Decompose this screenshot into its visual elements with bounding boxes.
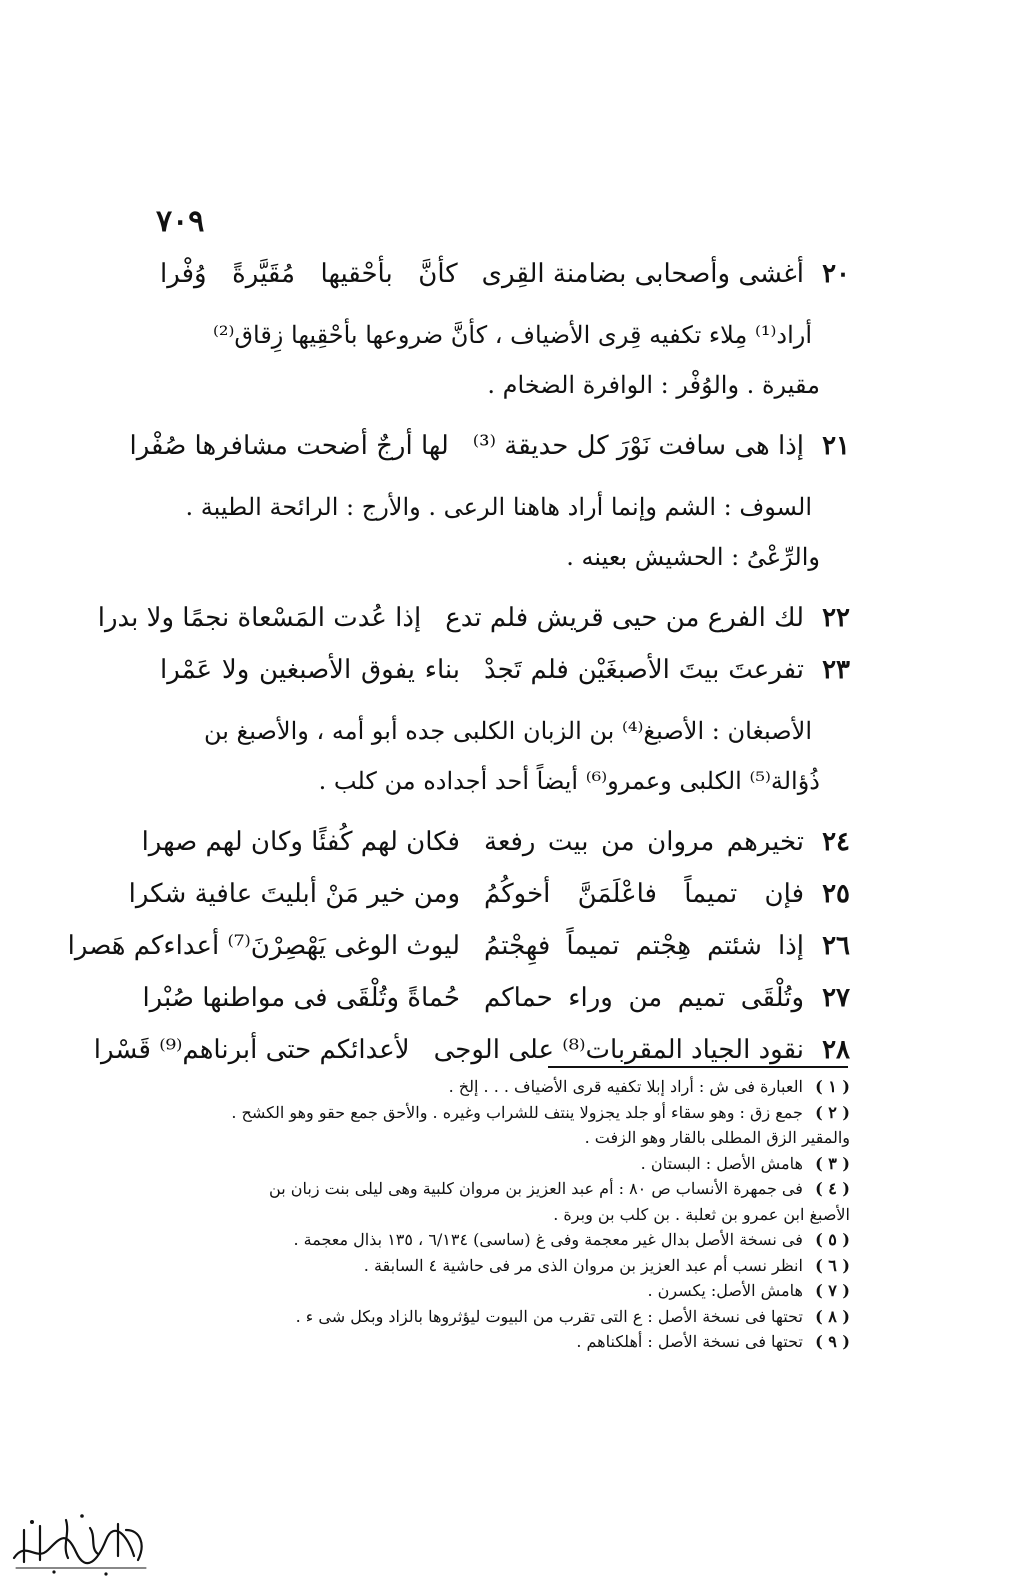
footnote-text: جمع زق : وهو سقاء أو جلد يجزولا ينتف للشراب وغيره . والأحق جمع حقو وهو الكشح .: [231, 1102, 803, 1122]
footnote: [160, 1329, 850, 1355]
verse-first-hemistich: تفرعتَ بيتَ الأصبغَيْن فلم تَجدْ: [484, 655, 804, 685]
footnote: [160, 1202, 850, 1228]
footnote: [160, 1227, 850, 1253]
footnotes: [160, 1074, 850, 1355]
footnote-number: ( ٢ ): [815, 1102, 850, 1122]
verse-line: [128, 868, 850, 920]
verse-number: ٢٢: [822, 603, 850, 633]
footnote: [160, 1278, 850, 1304]
footnote-number: ( ٧ ): [815, 1281, 850, 1300]
footnote-text: العبارة فى ش : أراد إبلا تكفيه قرى الأضياف . . . إلخ .: [448, 1077, 803, 1096]
verse-first-hemistich: إذا هى سافت نَوْرَ كل حديقة ⁽³⁾: [472, 431, 804, 461]
footnote-text: فى نسخة الأصل بدال غير معجمة وفى غ (ساسى) ٦/١٣٤ ، ١٣٥ بذال معجمة .: [293, 1230, 803, 1249]
footnote-text: تحتها فى نسخة الأصل : ع التى تقرب من البيوت ليؤثروها بالزاد وبكل شى ء .: [295, 1306, 803, 1326]
verse-number: ٢٣: [822, 655, 850, 685]
verse-second-hemistich: إذا عُدت المَسْعاة نجمًا ولا بدرا: [97, 603, 422, 633]
commentary-line: الأصبغان : الأصبغ⁽⁴⁾ بن الزبان الكلبى جده أبو أمه ، والأصبغ بن: [203, 717, 812, 745]
footnote: [160, 1304, 850, 1330]
verse-number: ٢٤: [822, 827, 850, 857]
footnote: [160, 1176, 850, 1202]
verse-second-hemistich: حُماةً وتُلْقَى فى مواطنها صُبْرا: [142, 983, 460, 1013]
verse-first-hemistich: أغشى وأصحابى بضامنة القِرى: [481, 259, 804, 289]
footnote-number: ( ١ ): [815, 1077, 850, 1096]
footnote: [160, 1100, 850, 1126]
verse-number: ٢٥: [822, 879, 850, 909]
verse-first-hemistich: نقود الجياد المقربات⁽⁸⁾ على الوجى: [433, 1035, 804, 1065]
verse-number: ٢٠: [822, 259, 850, 289]
verse-line: [129, 420, 850, 472]
footnote-text: والمقير الزق المطلى بالقار وهو الزفت .: [584, 1128, 850, 1147]
verse-line: [93, 1024, 850, 1076]
footnote-number: ( ٥ ): [815, 1230, 850, 1249]
footnote-text: تحتها فى نسخة الأصل : أهلكناهم .: [576, 1332, 803, 1351]
verse-line: [142, 972, 850, 1024]
verse-first-hemistich: إذا شئتم هِجْتم تميماً فهِجْتمُ: [484, 931, 804, 961]
footnote: [160, 1074, 850, 1100]
verse-second-hemistich: لها أرجٌ أضحت مشافرها صُفْرا: [129, 431, 449, 461]
verse-first-hemistich: فإن تميماً فاعْلَمَنَّ أخوكُمُ: [484, 879, 804, 909]
verse-line: [141, 816, 850, 868]
footnote-text: الأصبغ ابن عمرو بن ثعلبة . بن كلب بن وبرة .: [553, 1204, 850, 1224]
verse-second-hemistich: لأعدائكم حتى أبرناهم⁽⁹⁾ قَسْرا: [93, 1035, 410, 1065]
verse-second-hemistich: ومن خير مَنْ أبليتَ عافية شكرا: [128, 879, 460, 909]
verse-line: [160, 248, 850, 300]
verse-first-hemistich: تخيرهم مروان من بيت رفعة: [484, 827, 804, 857]
verse-second-hemistich: كأنَّ بأحْقيها مُقَيَّرةً وُفْرا: [160, 259, 458, 289]
commentary-line: مقيرة . والوُفْر : الوافرة الضخام .: [487, 371, 820, 399]
footnote-number: ( ٦ ): [815, 1255, 850, 1275]
footnote-rule: [548, 1066, 848, 1068]
commentary-line: السوف : الشم وإنما أراد هاهنا الرعى . والأرج : الرائحة الطيبة .: [185, 493, 812, 521]
commentary-line: ذُؤالة⁽⁵⁾ الكلبى وعمرو⁽⁶⁾ أيضاً أحد أجداده من كلب .: [318, 767, 820, 795]
page-number: ٧٠٩: [156, 204, 205, 239]
verse-line: [160, 644, 850, 696]
commentary-line: أراد⁽¹⁾ مِلاء تكفيه قِرى الأضياف ، كأنَّ ضروعها بأحْقِيها زِقاق⁽²⁾: [212, 321, 812, 349]
footnote: [160, 1253, 850, 1279]
library-stamp-logo: [6, 1500, 156, 1580]
footnote: [160, 1125, 850, 1151]
verse-number: ٢٧: [822, 983, 850, 1013]
footnote: [160, 1151, 850, 1177]
verse-line: [97, 592, 850, 644]
verse-number: ٢٨: [822, 1035, 850, 1065]
footnote-number: ( ٩ ): [815, 1332, 850, 1351]
footnote-number: ( ٣ ): [815, 1153, 850, 1173]
footnote-text: انظر نسب أم عبد العزيز بن مروان الذى مر فى حاشية ٤ السابقة .: [363, 1255, 803, 1275]
verse-second-hemistich: فكان لهم كُفئًا وكان لهم صهرا: [141, 827, 460, 857]
verse-number: ٢٦: [822, 931, 850, 961]
verse-line: [67, 920, 850, 972]
verse-second-hemistich: بناء يفوق الأصبغين ولا عَمْرا: [160, 655, 460, 685]
commentary-line: والرِّعْىُ : الحشيش بعينه .: [566, 543, 820, 571]
footnote-text: هامش الأصل: يكسرن .: [647, 1281, 803, 1300]
poem-content: [67, 248, 850, 1076]
footnote-number: ( ٨ ): [815, 1306, 850, 1326]
footnote-text: هامش الأصل : البستان .: [640, 1153, 803, 1173]
verse-number: ٢١: [822, 431, 850, 461]
verse-first-hemistich: لك الفرع من حيى قريش فلم تدع: [445, 603, 804, 633]
footnote-number: ( ٤ ): [815, 1179, 850, 1198]
verse-second-hemistich: ليوث الوغى يَهْصِرْنَ⁽⁷⁾ أعداءكم هَصرا: [67, 931, 460, 961]
verse-first-hemistich: وتُلْقَى تميم من وراء حماكم: [484, 983, 804, 1013]
footnote-text: فى جمهرة الأنساب ص ٨٠ : أم عبد العزيز بن مروان كلبية وهى ليلى بنت زبان بن: [269, 1179, 803, 1198]
